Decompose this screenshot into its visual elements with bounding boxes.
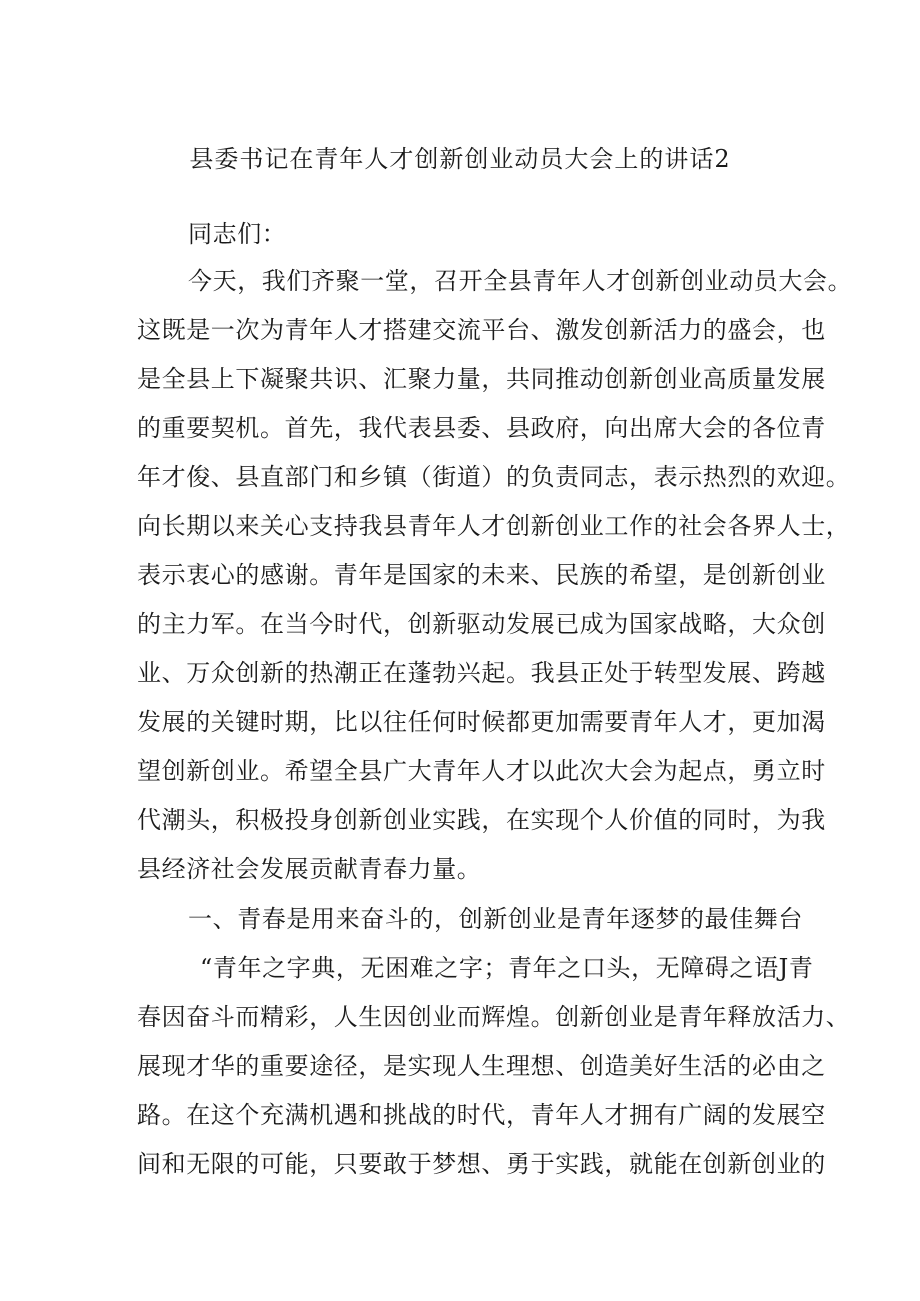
section-heading: 一、青春是用来奋斗的，创新创业是青年逐梦的最佳舞台 (188, 905, 803, 933)
paragraph-line: 发展的关键时期，比以往任何时候都更加需要青年人才，更加渴 (137, 708, 826, 736)
paragraph-line: 向长期以来关心支持我县青年人才创新创业工作的社会各界人士， (137, 512, 851, 540)
document-title: 县委书记在青年人才创新创业动员大会上的讲话2 (189, 145, 731, 173)
paragraph-line: 的主力军。在当今时代，创新驱动发展已成为国家战略，大众创 (137, 610, 826, 638)
paragraph-line: 年才俊、县直部门和乡镇（街道）的负责同志，表示热烈的欢迎。 (137, 463, 851, 491)
paragraph-line: 望创新创业。希望全县广大青年人才以此次大会为起点，勇立时 (137, 757, 826, 785)
paragraph-line: 间和无限的可能，只要敢于梦想、勇于实践，就能在创新创业的 (137, 1150, 826, 1178)
paragraph-line: 春因奋斗而精彩，人生因创业而辉煌。创新创业是青年释放活力、 (137, 1003, 851, 1031)
paragraph-line: 路。在这个充满机遇和挑战的时代，青年人才拥有广阔的发展空 (137, 1101, 826, 1129)
paragraph-line: 表示衷心的感谢。青年是国家的未来、民族的希望，是创新创业 (137, 561, 826, 589)
paragraph-line: 的重要契机。首先，我代表县委、县政府，向出席大会的各位青 (137, 414, 826, 442)
salutation: 同志们： (188, 220, 287, 248)
paragraph-line: 县经济社会发展贡献青春力量。 (137, 855, 482, 883)
paragraph-line: 今天，我们齐聚一堂，召开全县青年人才创新创业动员大会。 (188, 267, 853, 295)
paragraph-line: 业、万众创新的热潮正在蓬勃兴起。我县正处于转型发展、跨越 (137, 659, 826, 687)
paragraph-line: 展现才华的重要途径，是实现人生理想、创造美好生活的必由之 (137, 1052, 826, 1080)
paragraph-line: 代潮头，积极投身创新创业实践，在实现个人价值的同时，为我 (137, 806, 826, 834)
paragraph-line: 是全县上下凝聚共识、汇聚力量，共同推动创新创业高质量发展 (137, 365, 826, 393)
paragraph-line: 这既是一次为青年人才搭建交流平台、激发创新活力的盛会，也 (137, 316, 826, 344)
paragraph-line: “青年之字典，无困难之字；青年之口头，无障碍之语J青 (200, 954, 814, 982)
